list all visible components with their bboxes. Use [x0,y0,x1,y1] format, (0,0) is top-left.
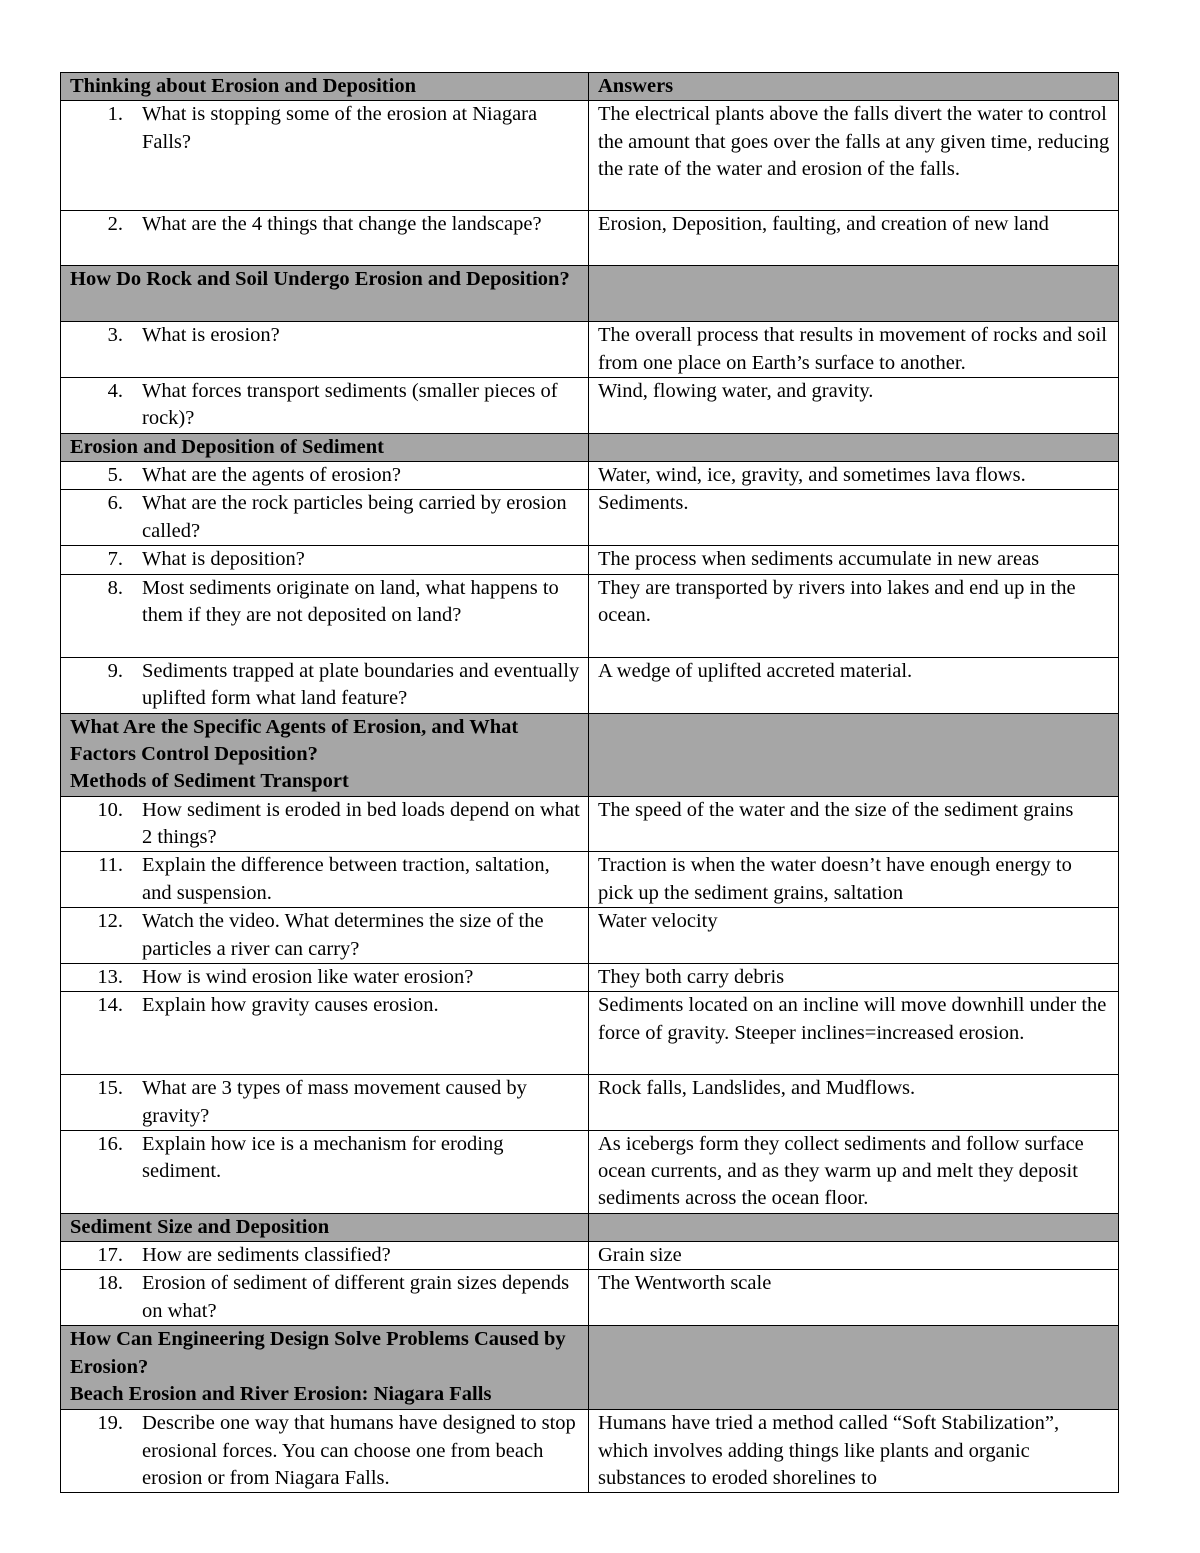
question-row [61,963,1119,991]
section-title [61,433,589,461]
section-title-line: Beach Erosion and River Erosion: Niagara Falls [70,1383,492,1406]
question-row [61,211,1119,266]
question-text: What is deposition? [142,548,305,571]
question-text: What forces transport sediments (smaller pieces of rock)? [142,379,558,430]
question-row [61,546,1119,574]
question-text: What is stopping some of the erosion at Niagara Falls? [142,103,538,153]
question-cell [61,1130,589,1213]
question-number: 10. [97,798,123,821]
question-cell [61,211,589,266]
question-cell [61,462,589,490]
question-cell [61,546,589,574]
question-number: 9. [107,659,123,682]
answer-cell: Rock falls, Landslides, and Mudflows. [589,1075,1119,1131]
question-cell [61,992,589,1075]
section-answer-blank [589,1213,1119,1241]
section-header-row [61,1326,1119,1410]
question-number: 3. [107,324,123,347]
question-row [61,1270,1119,1326]
question-cell [61,377,589,433]
question-column-header: Thinking about Erosion and Deposition [61,73,589,101]
question-number: 4. [107,379,123,402]
question-row [61,462,1119,490]
answer-cell: Humans have tried a method called “Soft Stabilization”, which involves adding things like plants and organic substances to eroded shorelines to [589,1410,1119,1493]
question-cell [61,322,589,378]
question-text: Sediments trapped at plate boundaries and eventually uplifted form what land feature? [142,659,580,710]
answer-column-header: Answers [589,73,1119,101]
question-row [61,490,1119,546]
answer-cell: The electrical plants above the falls divert the water to control the amount that goes over the falls at any given time, reducing the rate of the water and erosion of the falls. [589,101,1119,211]
question-number: 18. [97,1272,123,1295]
section-title-line: Sediment Size and Deposition [70,1215,330,1238]
question-row [61,1075,1119,1131]
question-number: 7. [107,548,123,571]
answer-cell: The process when sediments accumulate in new areas [589,546,1119,574]
answer-cell: As icebergs form they collect sediments and follow surface ocean currents, and as they warm up and melt they deposit sediments across the ocean floor. [589,1130,1119,1213]
question-row [61,852,1119,908]
question-number: 12. [97,910,123,933]
section-title-line: What Are the Specific Agents of Erosion, and What Factors Control Deposition? [70,715,519,766]
answer-cell: Water velocity [589,908,1119,964]
question-number: 2. [107,213,123,236]
question-cell [61,963,589,991]
question-text: Watch the video. What determines the size of the particles a river can carry? [142,910,544,960]
question-row [61,377,1119,433]
section-title [61,713,589,796]
question-number: 1. [107,103,123,126]
question-number: 11. [98,854,123,877]
answer-cell: Grain size [589,1242,1119,1270]
question-row [61,101,1119,211]
question-text: Most sediments originate on land, what happens to them if they are not deposited on land? [142,576,559,627]
question-row [61,1130,1119,1213]
question-text: What are 3 types of mass movement caused by gravity? [142,1077,527,1127]
question-cell [61,1270,589,1326]
question-number: 19. [97,1412,123,1435]
question-row [61,992,1119,1075]
question-row [61,796,1119,852]
question-row [61,657,1119,713]
question-text: What is erosion? [142,324,280,347]
worksheet-table [60,72,1119,1493]
section-title [61,1326,589,1410]
question-text: Explain how ice is a mechanism for eroding sediment. [142,1132,504,1183]
section-header-row [61,266,1119,322]
question-number: 17. [97,1244,123,1267]
section-header-row [61,1213,1119,1241]
question-cell [61,490,589,546]
question-row [61,1242,1119,1270]
question-number: 14. [97,994,123,1017]
question-cell [61,908,589,964]
answer-cell: They both carry debris [589,963,1119,991]
question-cell [61,852,589,908]
answer-cell: The Wentworth scale [589,1270,1119,1326]
question-text: Explain the difference between traction, saltation, and suspension. [142,854,550,904]
section-title [61,266,589,322]
question-text: Describe one way that humans have designed to stop erosional forces. You can choose one from beach erosion or from Niagara Falls. [142,1412,576,1490]
section-title-line: How Can Engineering Design Solve Problems Caused by Erosion? [70,1328,566,1378]
question-text: What are the 4 things that change the landscape? [142,213,542,236]
answer-cell: Erosion, Deposition, faulting, and creation of new land [589,211,1119,266]
question-text: Explain how gravity causes erosion. [142,994,439,1017]
answer-cell: Sediments. [589,490,1119,546]
question-number: 16. [97,1132,123,1155]
question-cell [61,796,589,852]
answer-cell: The speed of the water and the size of the sediment grains [589,796,1119,852]
section-answer-blank [589,713,1119,796]
question-number: 15. [97,1077,123,1100]
section-answer-blank [589,266,1119,322]
section-title-line: Methods of Sediment Transport [70,770,349,793]
question-cell [61,657,589,713]
section-title [61,1213,589,1241]
question-number: 6. [107,492,123,515]
answer-cell: They are transported by rivers into lakes and end up in the ocean. [589,574,1119,657]
question-cell [61,1242,589,1270]
question-text: What are the rock particles being carried by erosion called? [142,492,567,542]
answer-cell: A wedge of uplifted accreted material. [589,657,1119,713]
question-text: Erosion of sediment of different grain sizes depends on what? [142,1272,570,1322]
section-answer-blank [589,1326,1119,1410]
question-row [61,574,1119,657]
question-text: How is wind erosion like water erosion? [142,965,474,988]
section-header-row [61,713,1119,796]
question-cell [61,1410,589,1493]
question-row [61,1410,1119,1493]
question-number: 13. [97,965,123,988]
answer-cell: Traction is when the water doesn’t have enough energy to pick up the sediment grains, saltation [589,852,1119,908]
question-text: What are the agents of erosion? [142,464,401,487]
question-number: 8. [107,576,123,599]
section-answer-blank [589,433,1119,461]
question-text: How are sediments classified? [142,1244,391,1267]
question-text: How sediment is eroded in bed loads depend on what 2 things? [142,798,580,849]
answer-cell: Sediments located on an incline will move downhill under the force of gravity. Steeper inclines=increased erosion. [589,992,1119,1075]
question-row [61,908,1119,964]
answer-cell: Wind, flowing water, and gravity. [589,377,1119,433]
question-row [61,322,1119,378]
section-title-line: How Do Rock and Soil Undergo Erosion and Deposition? [70,268,570,291]
question-cell [61,101,589,211]
question-cell [61,574,589,657]
answer-cell: The overall process that results in movement of rocks and soil from one place on Earth’s surface to another. [589,322,1119,378]
answer-cell: Water, wind, ice, gravity, and sometimes lava flows. [589,462,1119,490]
table-header-row [61,73,1119,101]
section-title-line: Erosion and Deposition of Sediment [70,435,385,458]
question-number: 5. [107,464,123,487]
section-header-row [61,433,1119,461]
question-cell [61,1075,589,1131]
